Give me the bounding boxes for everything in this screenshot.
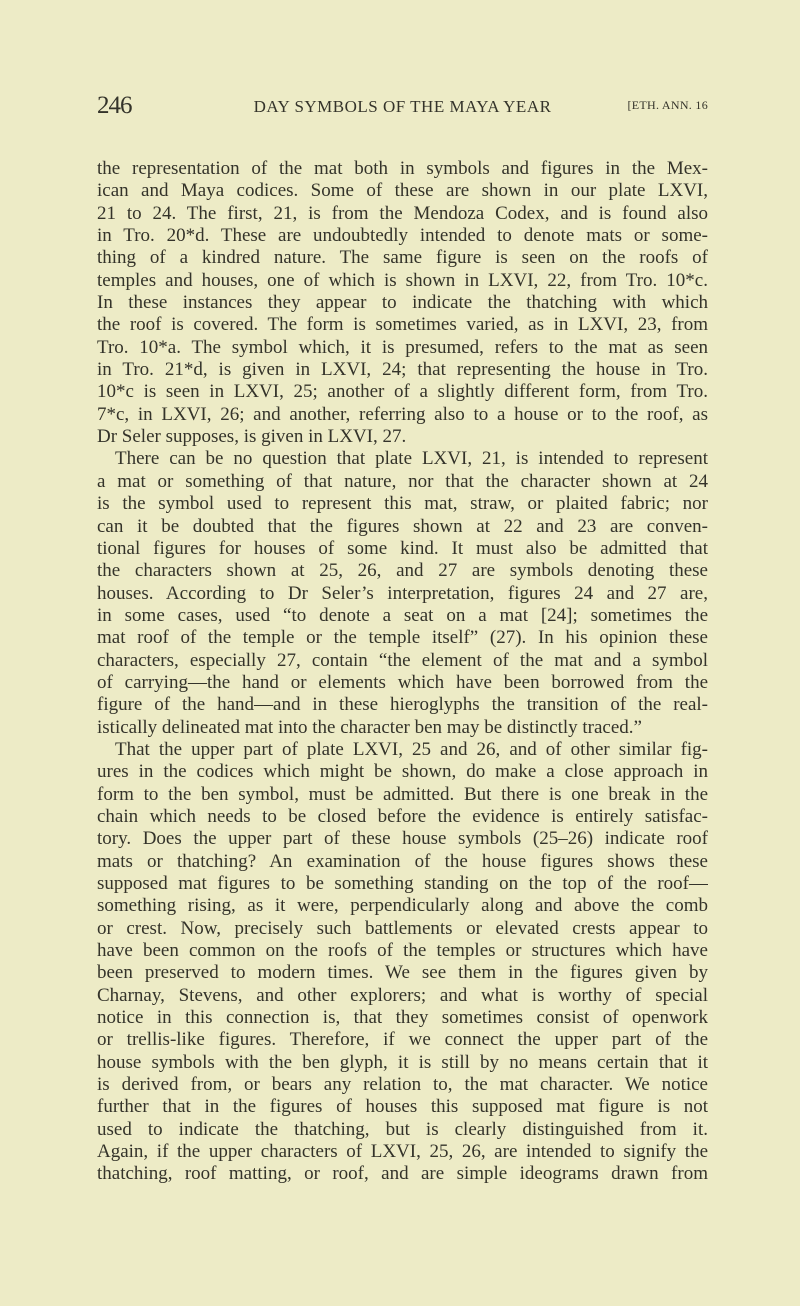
text-line: thing of a kindred nature. The same figure is seen on the roofs of — [97, 247, 708, 269]
text-line: Again, if the upper characters of LXVI, 25, 26, are intended to signify the — [97, 1141, 708, 1163]
text-line: form to the ben symbol, must be admitted. But there is one break in the — [97, 783, 708, 805]
text-line: a mat or something of that nature, nor that the character shown at 24 — [97, 470, 708, 492]
text-line: is the symbol used to represent this mat, straw, or plaited fabric; nor — [97, 493, 708, 515]
text-line: the roof is covered. The form is sometimes varied, as in LXVI, 23, from — [97, 314, 708, 336]
paragraph — [97, 158, 708, 448]
text-line: of carrying—the hand or elements which have been borrowed from the — [97, 671, 708, 693]
text-line: supposed mat figures to be something standing on the top of the roof— — [97, 873, 708, 894]
text-line: been preserved to modern times. We see them in the figures given by — [97, 962, 708, 984]
text-line: thatching, roof matting, or roof, and are simple ideograms drawn from — [97, 1163, 708, 1185]
text-line: There can be no question that plate LXVI, 21, is intended to represent — [115, 448, 708, 470]
text-line: in some cases, used “to denote a seat on a mat [24]; sometimes the — [97, 604, 708, 626]
text-line: is derived from, or bears any relation to, the mat character. We notice — [97, 1074, 708, 1096]
text-line: or crest. Now, precisely such battlements or elevated crests appear to — [97, 917, 708, 939]
text-line: in Tro. 21*d, is given in LXVI, 24; that representing the house in Tro. — [97, 359, 708, 381]
text-line: characters, especially 27, contain “the element of the mat and a symbol — [97, 649, 708, 671]
text-line: istically delineated mat into the character ben may be distinctly traced.” — [97, 716, 642, 738]
text-line: That the upper part of plate LXVI, 25 and 26, and of other similar fig- — [115, 738, 708, 760]
text-line: 21 to 24. The first, 21, is from the Mendoza Codex, and is found also — [97, 202, 708, 224]
text-line: tory. Does the upper part of these house symbols (25–26) indicate roof — [97, 828, 708, 850]
text-line: figure of the hand—and in these hieroglyphs the transition of the real- — [97, 694, 708, 716]
text-line: house symbols with the ben glyph, it is still by no means certain that it — [97, 1051, 708, 1073]
text-line: ures in the codices which might be shown, do make a close approach in — [97, 761, 708, 783]
text-line: the representation of the mat both in symbols and figures in the Mex- — [97, 158, 708, 179]
text-line: houses. According to Dr Seler’s interpretation, figures 24 and 27 are, — [97, 582, 708, 604]
paragraph — [97, 448, 708, 738]
page-number: 246 — [97, 92, 132, 119]
text-line: or trellis-like figures. Therefore, if we connect the upper part of the — [97, 1029, 708, 1051]
text-line: temples and houses, one of which is shown in LXVI, 22, from Tro. 10*c. — [97, 269, 708, 291]
text-line: mats or thatching? An examination of the house figures shows these — [97, 850, 708, 872]
text-line: can it be doubted that the figures shown at 22 and 23 are conven- — [97, 515, 708, 537]
text-line: something rising, as it were, perpendicularly along and above the comb — [97, 895, 708, 917]
text-line: 7*c, in LXVI, 26; and another, referring also to a house or to the roof, as — [97, 403, 708, 425]
running-header — [97, 92, 708, 122]
text-line: notice in this connection is, that they sometimes consist of openwork — [97, 1007, 708, 1029]
text-line: the characters shown at 25, 26, and 27 are symbols denoting these — [97, 560, 708, 582]
running-title: DAY SYMBOLS OF THE MAYA YEAR — [253, 97, 552, 116]
text-line: ican and Maya codices. Some of these are shown in our plate LXVI, — [97, 180, 708, 202]
text-line: used to indicate the thatching, but is clearly distinguished from it. — [97, 1118, 708, 1140]
text-line: chain which needs to be closed before the evidence is entirely satisfac- — [97, 805, 708, 827]
text-line: in Tro. 20*d. These are undoubtedly intended to denote mats or some- — [97, 225, 708, 247]
text-line: further that in the figures of houses this supposed mat figure is not — [97, 1096, 708, 1118]
paragraph — [97, 739, 708, 1186]
running-reference: [ETH. ANN. 16 — [627, 98, 708, 112]
text-line: have been common on the roofs of the temples or structures which have — [97, 940, 708, 962]
body-text — [97, 158, 708, 1186]
text-line: Dr Seler supposes, is given in LXVI, 27. — [97, 426, 407, 448]
text-line: mat roof of the temple or the temple itself” (27). In his opinion these — [97, 627, 708, 649]
text-line: In these instances they appear to indicate the thatching with which — [97, 292, 708, 314]
text-line: 10*c is seen in LXVI, 25; another of a slightly different form, from Tro. — [97, 381, 708, 403]
text-line: Charnay, Stevens, and other explorers; and what is worthy of special — [97, 984, 708, 1006]
text-line: tional figures for houses of some kind. It must also be admitted that — [97, 537, 708, 559]
text-line: Tro. 10*a. The symbol which, it is presumed, refers to the mat as seen — [97, 336, 708, 358]
